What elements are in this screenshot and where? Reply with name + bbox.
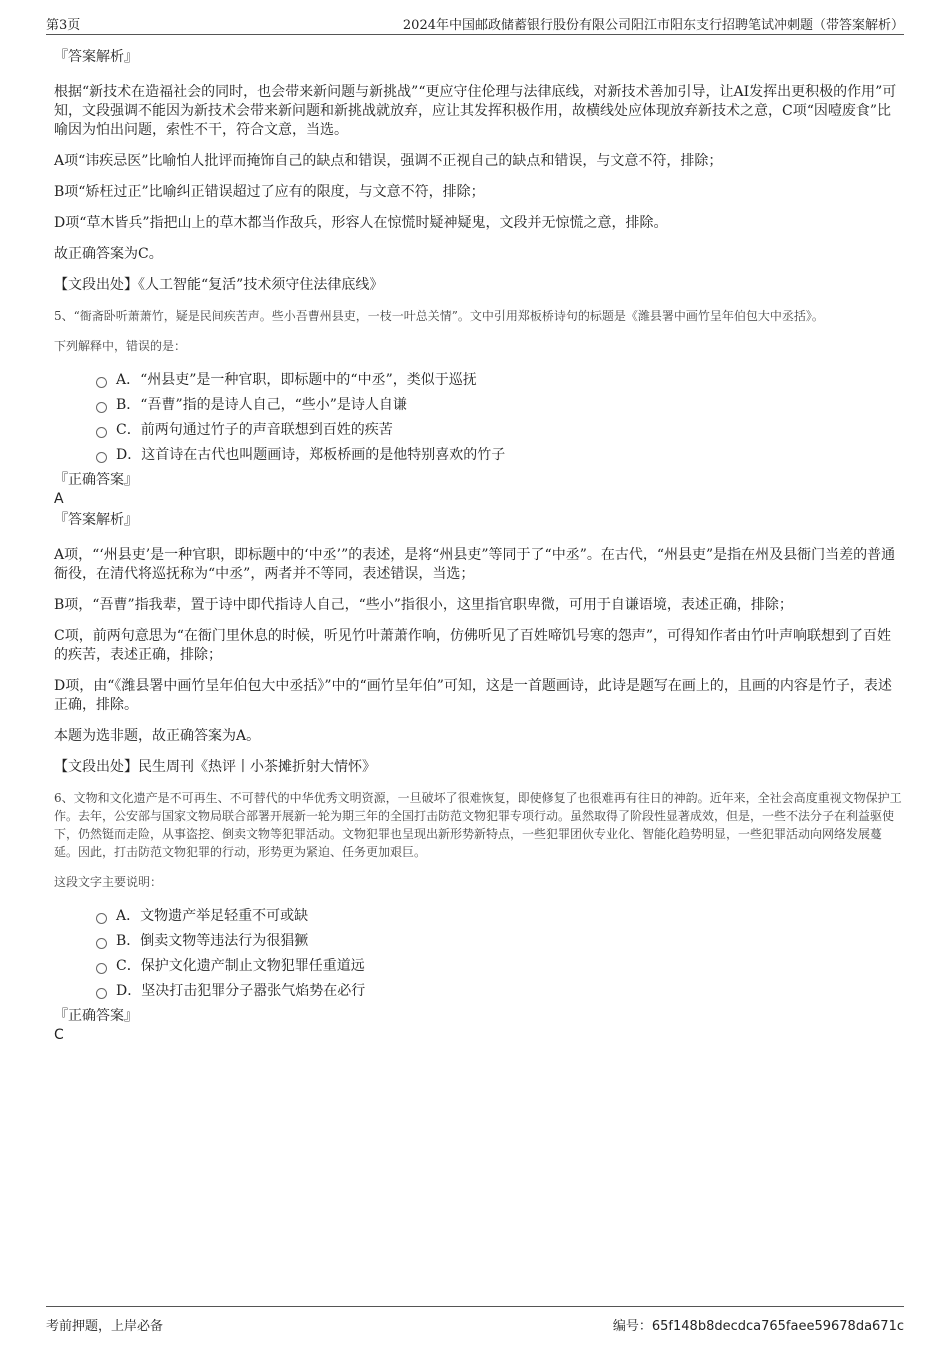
q5-source: 【文段出处】民生周刊《热评丨小茶摊折射大情怀》 xyxy=(54,759,376,775)
q5-analysis-b: B项，“吾曹”指我辈，置于诗中即代指诗人自己，“些小”指很小，这里指官职卑微，可用于自谦语境，表述正确，排除； xyxy=(54,597,793,613)
q4-analysis-intro: 根据“新技术在造福社会的同时，也会带来新问题与新挑战”“更应守住伦理与法律底线，对新技术善加引导，让AI发挥出更积极的作用”可知，文段强调不能因为新技术会带来新问题和新挑战就放弃，应让其发挥积极作用，故横线处应体现放弃新技术之意，C项“因噎废食”比喻因为怕出问题，索性不干，符合文意，当选。 xyxy=(54,84,897,138)
page-header xyxy=(46,12,904,35)
q5-option-c[interactable]: C．前两句通过竹子的声音联想到百姓的疾苦 xyxy=(96,421,902,440)
q5-answer: A xyxy=(54,491,64,507)
q6-option-b[interactable]: B．倒卖文物等违法行为很猖獗 xyxy=(96,932,902,951)
q6-stem: 6、文物和文化遗产是不可再生、不可替代的中华优秀文明资源，一旦破坏了很难恢复，即使修复了也很难再有往日的神韵。近年来，全社会高度重视文物保护工作。去年，公安部与国家文物局联合部署开展新一轮为期三年的全国打击防范文物犯罪专项行动。虽然取得了阶段性显著成效，但是，一些不法分子在利益驱使下，仍然铤而走险，从事盗挖、倒卖文物等犯罪活动。文物犯罪也呈现出新形势新特点，一些犯罪团伙专业化、智能化趋势明显，一些犯罪活动向网络发展蔓延。因此，打击防范文物犯罪的行动，形势更为紧迫、任务更加艰巨。 xyxy=(54,791,902,859)
radio-icon[interactable] xyxy=(96,938,107,949)
q6-options xyxy=(54,907,902,1001)
radio-icon[interactable] xyxy=(96,913,107,924)
q5-option-d[interactable]: D．这首诗在古代也叫题画诗，郑板桥画的是他特别喜欢的竹子 xyxy=(96,446,902,465)
radio-icon[interactable] xyxy=(96,427,107,438)
q6-prompt: 这段文字主要说明： xyxy=(54,875,163,889)
document-title: 2024年中国邮政储蓄银行股份有限公司阳江市阳东支行招聘笔试冲刺题（带答案解析） xyxy=(402,18,904,33)
q5-analysis-heading: 『答案解析』 xyxy=(54,512,138,528)
q4-analysis-b: B项“矫枉过正”比喻纠正错误超过了应有的限度，与文意不符，排除； xyxy=(54,184,485,200)
document-code xyxy=(613,1315,904,1334)
footer-slogan: 考前押题，上岸必备 xyxy=(46,1319,164,1334)
q4-conclusion: 故正确答案为C。 xyxy=(54,246,163,262)
q6-option-c[interactable]: C．保护文化遗产制止文物犯罪任重道远 xyxy=(96,957,902,976)
q5-prompt: 下列解释中，错误的是： xyxy=(54,339,187,353)
radio-icon[interactable] xyxy=(96,988,107,999)
q5-option-a[interactable]: A．“州县吏”是一种官职，即标题中的“中丞”，类似于巡抚 xyxy=(96,371,902,390)
q5-analysis-a: A项，“‘州县吏’是一种官职，即标题中的‘中丞’”的表述，是将“州县吏”等同于了“中丞”。在古代，“州县吏”是指在州及县衙门当差的普通衙役，在清代将巡抚称为“中丞”，两者并不等同，表述错误，当选； xyxy=(54,547,896,582)
page-footer xyxy=(46,1306,904,1337)
q4-analysis-a: A项“讳疾忌医”比喻怕人批评而掩饰自己的缺点和错误，强调不正视自己的缺点和错误，与文意不符，排除； xyxy=(54,153,723,169)
radio-icon[interactable] xyxy=(96,452,107,463)
q6-option-a[interactable]: A．文物遗产举足轻重不可或缺 xyxy=(96,907,902,926)
page-number: 第3页 xyxy=(46,18,81,33)
q5-analysis-c: C项，前两句意思为“在衙门里休息的时候，听见竹叶萧萧作响，仿佛听见了百姓啼饥号寒的怨声”，可得知作者由竹叶声响联想到了百姓的疾苦，表述正确，排除； xyxy=(54,628,892,663)
document-code-label: 编号： xyxy=(612,1319,652,1334)
q4-analysis-d: D项“草木皆兵”指把山上的草木都当作敌兵，形容人在惊慌时疑神疑鬼，文段并无惊慌之意，排除。 xyxy=(54,215,668,231)
q5-options xyxy=(54,371,902,465)
radio-icon[interactable] xyxy=(96,402,107,413)
q5-stem: 5、“衙斋卧听萧萧竹，疑是民间疾苦声。些小吾曹州县吏，一枝一叶总关情”。文中引用郑板桥诗句的标题是《潍县署中画竹呈年伯包大中丞括》。 xyxy=(54,309,824,323)
q4-source: 【文段出处】《人工智能“复活”技术须守住法律底线》 xyxy=(54,277,384,293)
q5-analysis-d: D项，由“《潍县署中画竹呈年伯包大中丞括》”中的“画竹呈年伯”可知，这是一首题画诗，此诗是题写在画上的，且画的内容是竹子，表述正确，排除。 xyxy=(54,678,892,713)
q5-conclusion: 本题为选非题，故正确答案为A。 xyxy=(54,728,261,744)
q6-answer: C xyxy=(54,1027,64,1043)
q4-analysis-heading: 『答案解析』 xyxy=(54,49,138,65)
page-content xyxy=(54,44,902,1045)
q5-option-b[interactable]: B．“吾曹”指的是诗人自己，“些小”是诗人自谦 xyxy=(96,396,902,415)
radio-icon[interactable] xyxy=(96,377,107,388)
q6-option-d[interactable]: D．坚决打击犯罪分子嚣张气焰势在必行 xyxy=(96,982,902,1001)
document-code-value: 65f148b8decdca765faee59678da671c xyxy=(651,1319,904,1334)
q5-answer-heading: 『正确答案』 xyxy=(54,472,138,488)
q6-answer-heading: 『正确答案』 xyxy=(54,1008,138,1024)
radio-icon[interactable] xyxy=(96,963,107,974)
